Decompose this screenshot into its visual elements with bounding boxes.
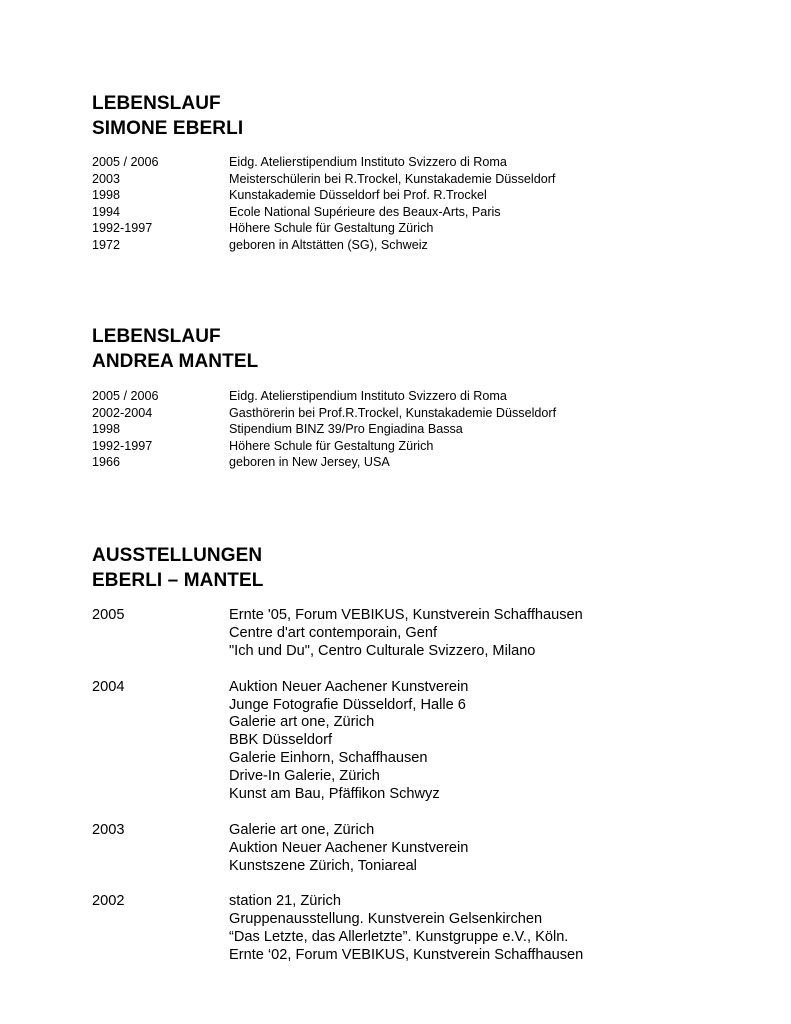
cv-year: 1994: [92, 204, 121, 219]
cv-entry: Gasthörerin bei Prof.R.Trockel, Kunstakademie Düsseldorf: [229, 405, 557, 420]
cv-year: 1998: [92, 188, 121, 203]
cv-row: [92, 388, 556, 405]
exhibition-item: Kunstszene Zürich, Toniareal: [229, 857, 417, 874]
cv-row: [92, 454, 556, 471]
exhibition-item: Kunst am Bau, Pfäffikon Schwyz: [229, 786, 440, 803]
exhibition-item: Auktion Neuer Aachener Kunstverein: [229, 839, 469, 856]
cv-entry: Kunstakademie Düsseldorf bei Prof. R.Trockel: [229, 188, 487, 203]
exhibition-item: Ernte ‘02, Forum VEBIKUS, Kunstverein Schaffhausen: [229, 947, 584, 964]
heading-line-2: EBERLI – MANTEL: [92, 570, 264, 591]
exhibition-item: Ernte '05, Forum VEBIKUS, Kunstverein Schaffhausen: [229, 607, 583, 623]
cv-year: 2002-2004: [92, 405, 153, 420]
cv-row: [92, 187, 555, 204]
cv-row: [92, 154, 555, 171]
cv-year: 1998: [92, 422, 121, 437]
exhibition-year-group: [92, 822, 583, 876]
cv-row: [92, 204, 555, 221]
exhibition-item: "Ich und Du", Centro Culturale Svizzero, Milano: [229, 642, 536, 659]
exhibition-item: Drive-In Galerie, Zürich: [229, 768, 380, 785]
cv-year: 1992-1997: [92, 221, 153, 236]
cv-entry: geboren in New Jersey, USA: [229, 455, 390, 470]
exhibition-item: Auktion Neuer Aachener Kunstverein: [229, 678, 469, 695]
cv-entry: Stipendium BINZ 39/Pro Engiadina Bassa: [229, 422, 463, 437]
cv-entry: Eidg. Atelierstipendium Instituto Svizzero di Roma: [229, 155, 507, 169]
exhibition-year: 2002: [92, 893, 125, 910]
exhibition-item: Junge Fotografie Düsseldorf, Halle 6: [229, 696, 466, 713]
cv-row: [92, 438, 556, 455]
cv-year: 1992-1997: [92, 438, 153, 453]
section-heading-mantel: [92, 324, 258, 374]
cv-row: [92, 171, 555, 188]
exhibition-item: station 21, Zürich: [229, 893, 341, 910]
cv-table-mantel: [92, 388, 556, 471]
exhibition-year: 2005: [92, 607, 125, 623]
exhibition-list: [92, 607, 583, 983]
exhibition-item: Centre d'art contemporain, Genf: [229, 624, 438, 641]
cv-row: [92, 220, 555, 237]
cv-entry: geboren in Altstätten (SG), Schweiz: [229, 237, 428, 252]
exhibition-year-group: [92, 607, 583, 661]
cv-year: 2005 / 2006: [92, 389, 159, 403]
cv-entry: Eidg. Atelierstipendium Instituto Svizzero di Roma: [229, 389, 507, 403]
exhibition-year-group: [92, 893, 583, 965]
exhibition-item: Galerie art one, Zürich: [229, 714, 375, 731]
exhibition-item: Galerie Einhorn, Schaffhausen: [229, 750, 428, 767]
cv-entry: Höhere Schule für Gestaltung Zürich: [229, 438, 434, 453]
cv-table-eberli: [92, 154, 555, 254]
exhibition-item: “Das Letzte, das Allerletzte”. Kunstgruppe e.V., Köln.: [229, 929, 569, 946]
exhibition-item: Gruppenausstellung. Kunstverein Gelsenkirchen: [229, 911, 543, 928]
exhibition-items: [229, 679, 468, 804]
heading-line-1: LEBENSLAUF: [92, 93, 221, 114]
section-heading-exhibitions: [92, 543, 263, 593]
cv-year: 2003: [92, 171, 121, 186]
exhibition-items: [229, 607, 583, 661]
cv-entry: Meisterschülerin bei R.Trockel, Kunstakademie Düsseldorf: [229, 171, 556, 186]
cv-year: 1966: [92, 455, 121, 470]
cv-year: 2005 / 2006: [92, 155, 159, 169]
exhibition-items: [229, 893, 583, 965]
section-heading-eberli: [92, 91, 243, 141]
cv-row: [92, 405, 556, 422]
heading-line-2: ANDREA MANTEL: [92, 351, 259, 372]
exhibition-items: [229, 822, 468, 876]
exhibition-item: Galerie art one, Zürich: [229, 821, 375, 838]
cv-entry: Höhere Schule für Gestaltung Zürich: [229, 221, 434, 236]
cv-row: [92, 421, 556, 438]
cv-row: [92, 237, 555, 254]
heading-line-1: LEBENSLAUF: [92, 326, 221, 347]
exhibition-year: 2003: [92, 821, 125, 838]
heading-line-2: SIMONE EBERLI: [92, 118, 244, 139]
exhibition-year-group: [92, 679, 583, 804]
exhibition-year: 2004: [92, 678, 125, 695]
cv-year: 1972: [92, 237, 121, 252]
exhibition-item: BBK Düsseldorf: [229, 732, 333, 749]
cv-entry: Ecole National Supérieure des Beaux-Arts, Paris: [229, 204, 501, 219]
heading-line-1: AUSSTELLUNGEN: [92, 545, 263, 566]
